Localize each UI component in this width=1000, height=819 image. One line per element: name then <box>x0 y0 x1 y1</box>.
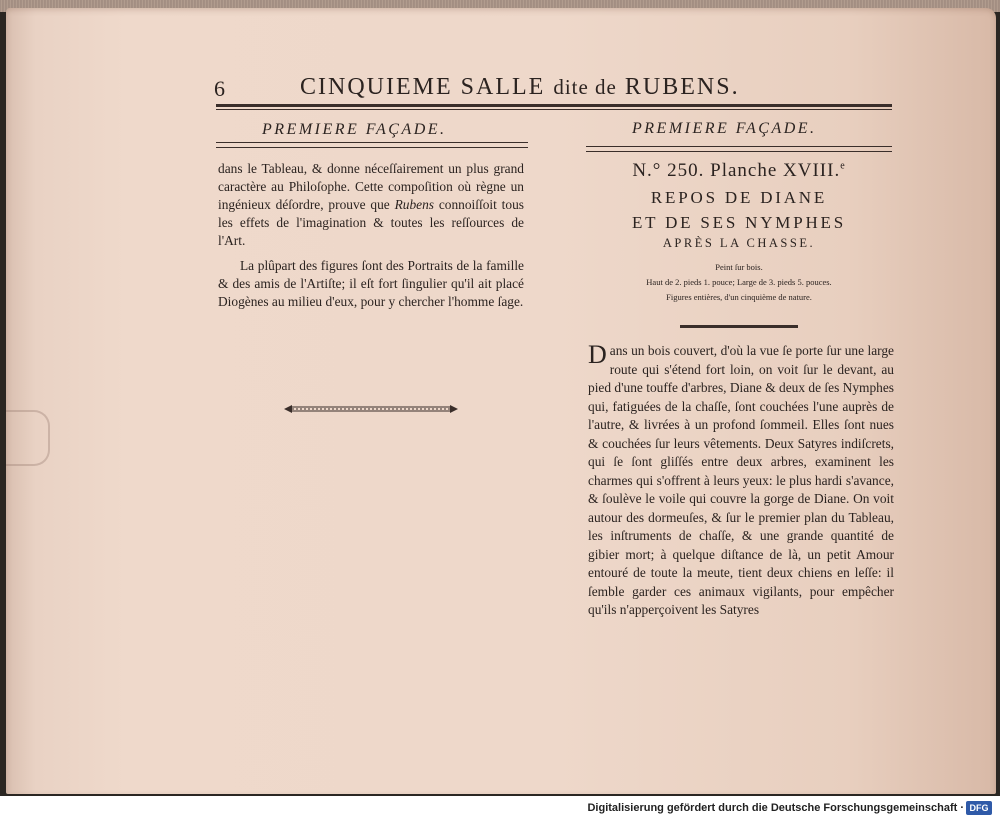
right-column-text <box>588 342 894 620</box>
plate-title <box>586 185 892 235</box>
page-number: 6 <box>214 76 225 101</box>
left-paragraph-1-end: connoiſſoit tous les effets de l'imagination & toutes les reſſources de l'Art. <box>218 197 524 248</box>
right-section-title: PREMIERE FAÇADE. <box>632 120 817 137</box>
plate-meta-medium: Peint ſur bois. <box>715 262 763 272</box>
left-column-text <box>218 160 524 311</box>
header-rule-thick <box>216 104 892 107</box>
plate-subtitle: APRÈS LA CHASSE. <box>662 236 816 250</box>
left-paragraph-1 <box>218 160 524 250</box>
left-section-rule <box>216 142 528 148</box>
running-head-rubens: RUBENS. <box>624 74 740 100</box>
plate-meta-figures: Figures entières, d'un cinquième de nature. <box>666 292 812 302</box>
plate-meta <box>586 260 892 305</box>
running-head <box>300 74 820 101</box>
left-paragraph-1-italic: Rubens <box>394 197 434 212</box>
left-paragraph-2: La plûpart des figures ſont des Portraits de la famille & des amis de l'Artiſte; il eſt fort ſingulier qu'il ait placé Diogènes au milieu d'eux, pour y chercher l'homme ſage. <box>218 258 524 309</box>
plate-title-line-1: REPOS DE DIANE <box>650 188 828 207</box>
plate-number <box>586 160 892 182</box>
right-section-rule <box>586 146 892 152</box>
page-tab-mark <box>6 410 50 466</box>
plate-title-line-2: ET DE SES NYMPHES <box>631 213 846 232</box>
plate-description-body: ans un bois couvert, d'où la vue ſe porte ſur une large route qui s'étend fort loin, on voit ſur le devant, au pied d'une touffe d'arbres, Diane & deux de ſes Nymphes qui, fatiguées de la chaſſe, ſont couchées l'une auprès de l'autre, & livrées à un profond ſommeil. Elles ſont nues & couchées ſur leurs vêtements. Deux Satyres indiſcrets, qui ſe ſont gliſſés entre deux arbres, examinent les charmes qui s'offrent à leurs yeux: le plus hardi s'avance, & ſoulève le voile qui couvre la gorge de Diane. On voit autour des dormeuſes, & ſur le premier plan du Tableau, les inſtruments de chaſſe, & une grande quantité de gibier mort; à quelque diſtance de là, un petit Amour entouré de toute la meute, tient deux chiens en leſſe: il ſemble garder ces animaux vigilants, pour empêcher qu'ils n'apperçoivent les Satyres <box>588 343 894 617</box>
ornament-divider <box>282 404 460 414</box>
dfg-logo: DFG <box>966 801 992 815</box>
plate-heading-rule <box>680 325 798 328</box>
running-head-salle: CINQUIEME SALLE <box>300 74 546 100</box>
left-section-title: PREMIERE FAÇADE. <box>262 121 447 138</box>
plate-heading <box>586 160 892 305</box>
plate-description <box>588 342 894 620</box>
drop-cap: D <box>588 340 607 369</box>
header-rule-thin <box>216 109 892 110</box>
footer-credit: Digitalisierung gefördert durch die Deutsche Forschungsgemeinschaft · <box>587 802 964 814</box>
running-head-dite: dite de <box>553 75 617 99</box>
plate-number-text: N.° 250. Planche XVIII. <box>632 160 841 181</box>
plate-meta-dimensions: Haut de 2. pieds 1. pouce; Large de 3. pieds 5. pouces. <box>646 277 832 287</box>
plate-number-sup: e <box>840 160 846 172</box>
left-paragraph-1-start: dans le Tableau, & donne néceſſairement un plus grand caractère au Philoſophe. Cette compoſition où règne un ingénieux déſordre, prouve que <box>218 161 524 212</box>
